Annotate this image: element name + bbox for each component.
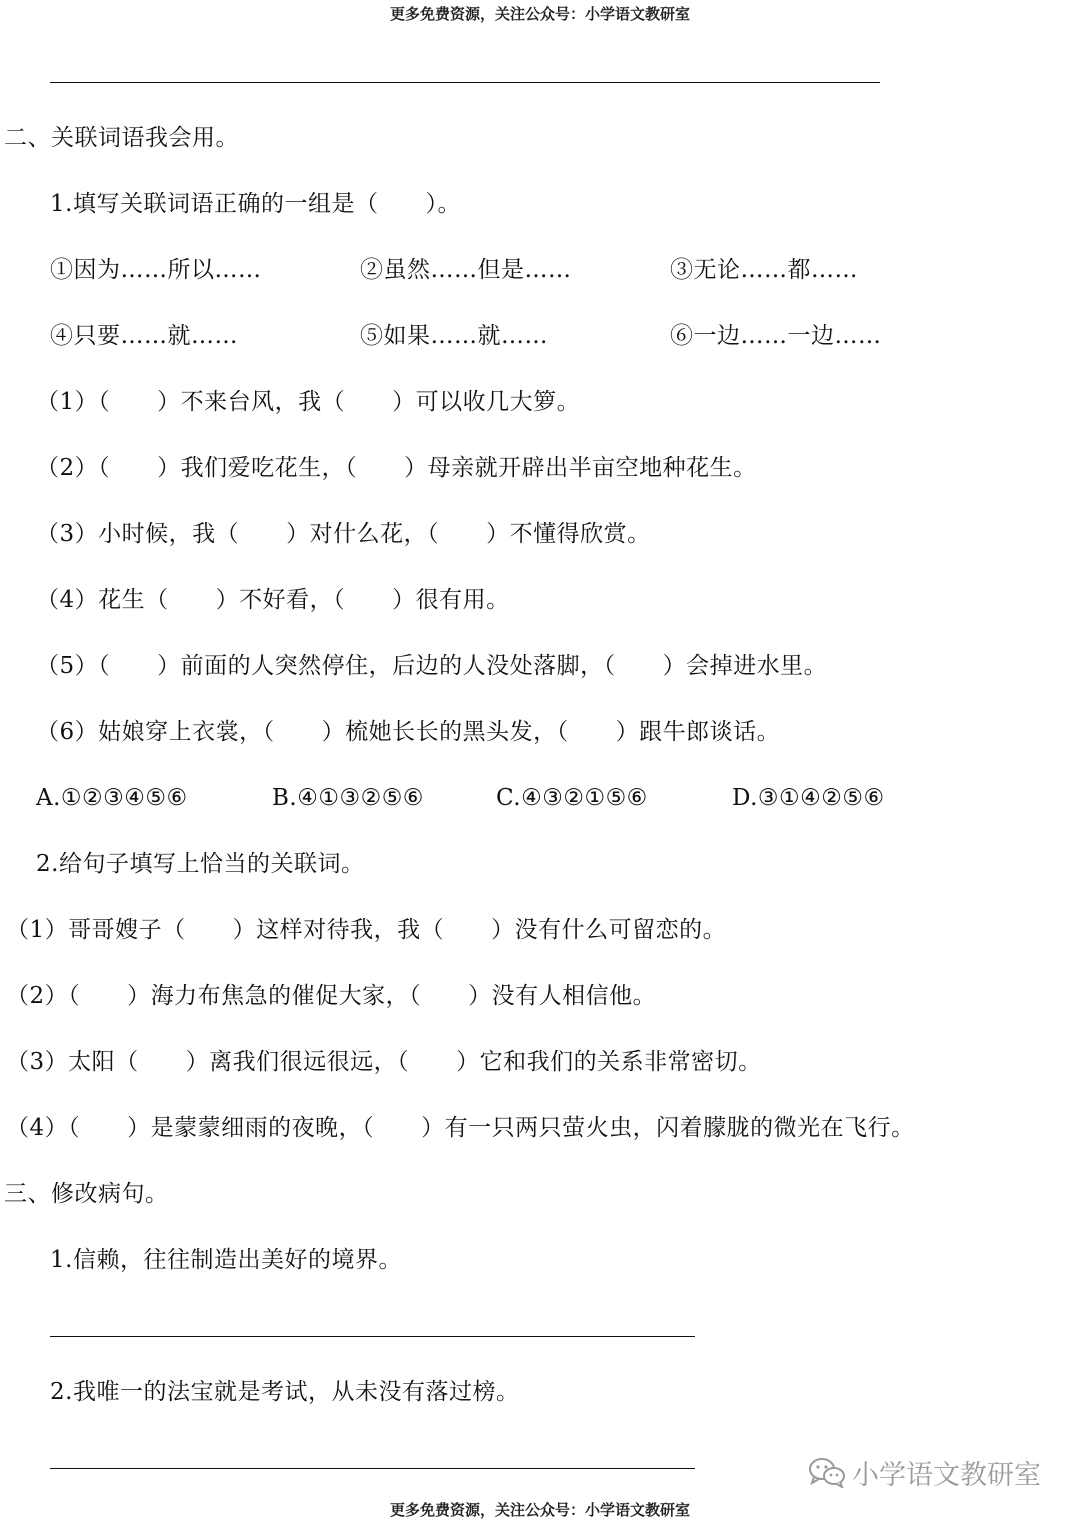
answer-choice: B.④①③②⑤⑥ xyxy=(272,785,424,811)
question-stem: 1.填写关联词语正确的一组是（ ）。 xyxy=(50,191,461,217)
answer-line xyxy=(50,1468,695,1469)
answer-choice: D.③①④②⑤⑥ xyxy=(732,785,885,811)
page-header: 更多免费资源，关注公众号：小学语文教研室 xyxy=(389,5,690,23)
question-item: （2）（ ）我们爱吃花生，（ ）母亲就开辟出半亩空地种花生。 xyxy=(36,455,757,481)
question-item: （2）（ ）海力布焦急的催促大家，（ ）没有人相信他。 xyxy=(6,983,657,1009)
answer-line xyxy=(50,1336,695,1337)
option-item: ⑤如果……就…… xyxy=(360,323,548,349)
option-item: ①因为……所以…… xyxy=(50,257,262,283)
question-item: （3）太阳（ ）离我们很远很远，（ ）它和我们的关系非常密切。 xyxy=(6,1049,762,1075)
question-stem: 2.给句子填写上恰当的关联词。 xyxy=(36,851,365,877)
option-item: ⑥一边……一边…… xyxy=(670,323,882,349)
question-item: （4）（ ）是蒙蒙细雨的夜晚，（ ）有一只两只萤火虫，闪着朦胧的微光在飞行。 xyxy=(6,1115,915,1141)
answer-line xyxy=(50,82,880,83)
question-item: （5）（ ）前面的人突然停住，后边的人没处落脚，（ ）会掉进水里。 xyxy=(36,653,828,679)
question-item: （1）哥哥嫂子（ ）这样对待我，我（ ）没有什么可留恋的。 xyxy=(6,917,727,943)
question-item: （6）姑娘穿上衣裳，（ ）梳她长长的黑头发，（ ）跟牛郎谈话。 xyxy=(36,719,781,745)
option-item: ③无论……都…… xyxy=(670,257,858,283)
question-item: （3）小时候，我（ ）对什么花，（ ）不懂得欣赏。 xyxy=(36,521,651,547)
answer-choice: A.①②③④⑤⑥ xyxy=(36,785,188,811)
section-title: 二、关联词语我会用。 xyxy=(4,125,239,151)
option-item: ②虽然……但是…… xyxy=(360,257,572,283)
watermark xyxy=(808,1452,1041,1492)
question-item: （4）花生（ ）不好看，（ ）很有用。 xyxy=(36,587,510,613)
watermark-text: 小学语文教研室 xyxy=(852,1459,1041,1491)
question-item: 1.信赖，往往制造出美好的境界。 xyxy=(50,1247,402,1273)
question-item: （1）（ ）不来台风，我（ ）可以收几大箩。 xyxy=(36,389,581,415)
option-item: ④只要……就…… xyxy=(50,323,238,349)
page-footer: 更多免费资源，关注公众号：小学语文教研室 xyxy=(389,1501,690,1519)
wechat-icon xyxy=(808,1456,846,1488)
question-item: 2.我唯一的法宝就是考试，从未没有落过榜。 xyxy=(50,1379,520,1405)
answer-choice: C.④③②①⑤⑥ xyxy=(496,785,648,811)
section-title: 三、修改病句。 xyxy=(4,1181,169,1207)
